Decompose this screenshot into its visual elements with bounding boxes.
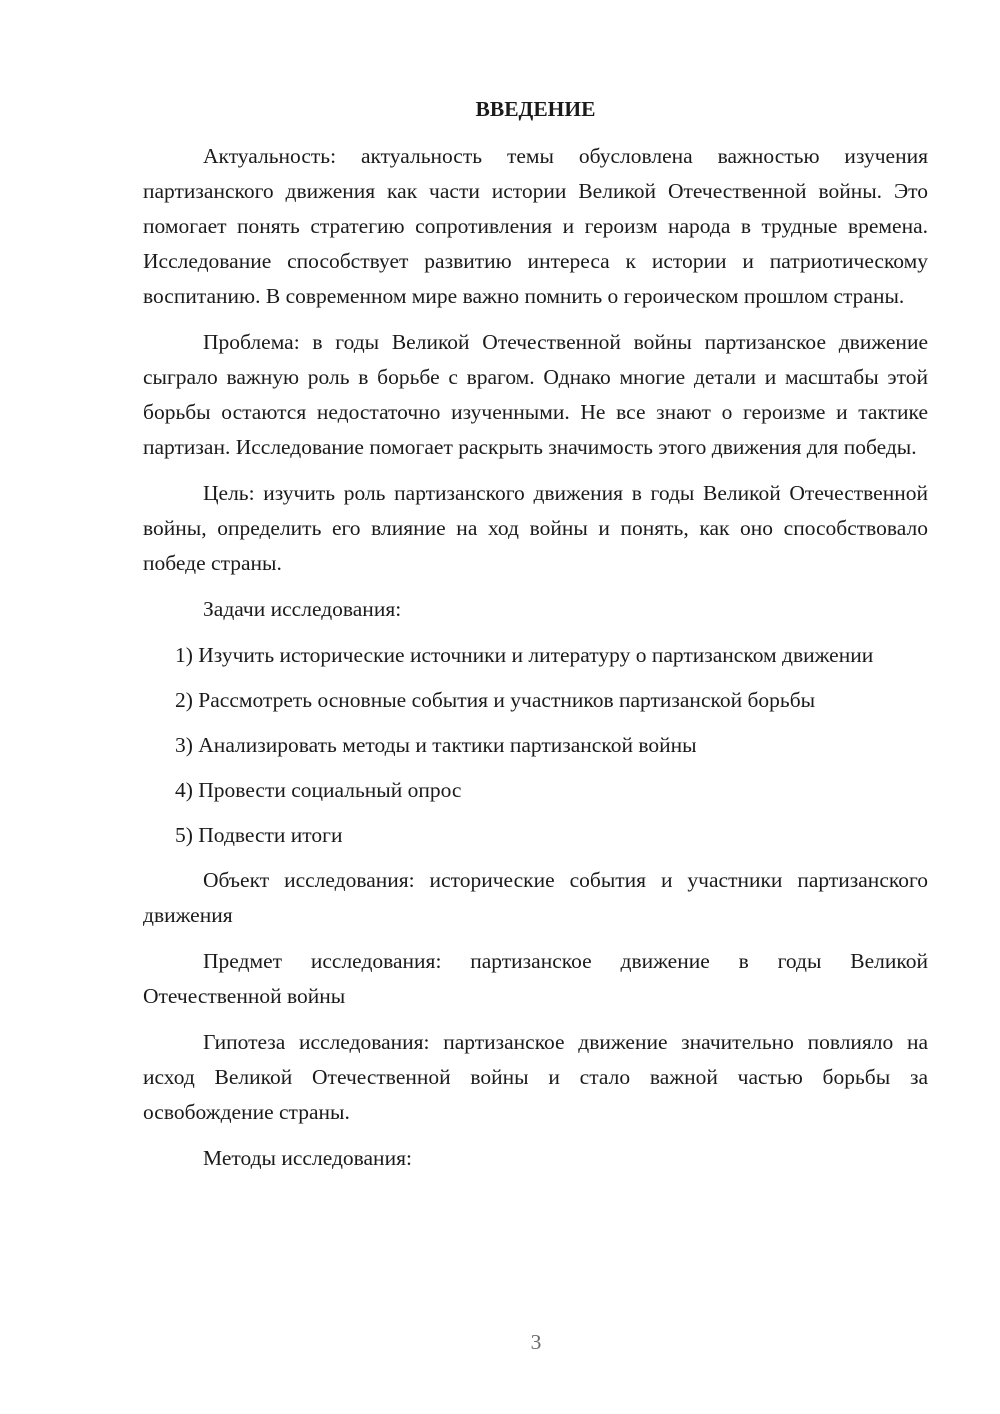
- list-item: 1) Изучить исторические источники и литературу о партизанском движении: [175, 643, 874, 667]
- document-page: [143, 92, 928, 1187]
- list-item: 4) Провести социальный опрос: [175, 778, 462, 802]
- list-item: 5) Подвести итоги: [175, 823, 343, 847]
- page-number: 3: [530, 1330, 542, 1354]
- list-item: 3) Анализировать методы и тактики партизанской войны: [175, 733, 697, 757]
- tasks-list: [143, 638, 928, 853]
- paragraph-problem: Проблема: в годы Великой Отечественной войны партизанское движение сыграло важную роль в борьбе с врагом. Однако многие детали и масштабы этой борьбы остаются недостаточно изученными. Не все знают о героизме и тактике партизан. Исследование помогает раскрыть значимость этого движения для победы.: [143, 330, 928, 459]
- tasks-heading: Задачи исследования:: [203, 597, 402, 621]
- paragraph-goal: Цель: изучить роль партизанского движения в годы Великой Отечественной войны, определить его влияние на ход войны и понять, как оно способствовало победе страны.: [143, 481, 928, 575]
- list-item: 2) Рассмотреть основные события и участников партизанской борьбы: [175, 688, 816, 712]
- paragraph-hypothesis: Гипотеза исследования: партизанское движение значительно повлияло на исход Великой Отечественной войны и стало важной частью борьбы за освобождение страны.: [143, 1030, 928, 1124]
- paragraph-subject: Предмет исследования: партизанское движение в годы Великой Отечественной войны: [143, 949, 928, 1008]
- paragraph-object: Объект исследования: исторические события и участники партизанского движения: [143, 868, 928, 927]
- page-title: ВВЕДЕНИЕ: [475, 97, 596, 121]
- paragraph-relevance: Актуальность: актуальность темы обусловлена важностью изучения партизанского движения как части истории Великой Отечественной войны. Это помогает понять стратегию сопротивления и героизм народа в трудные времена. Исследование способствует развитию интереса к истории и патриотическому воспитанию. В современном мире важно помнить о героическом прошлом страны.: [143, 144, 928, 308]
- methods-heading: Методы исследования:: [203, 1146, 412, 1170]
